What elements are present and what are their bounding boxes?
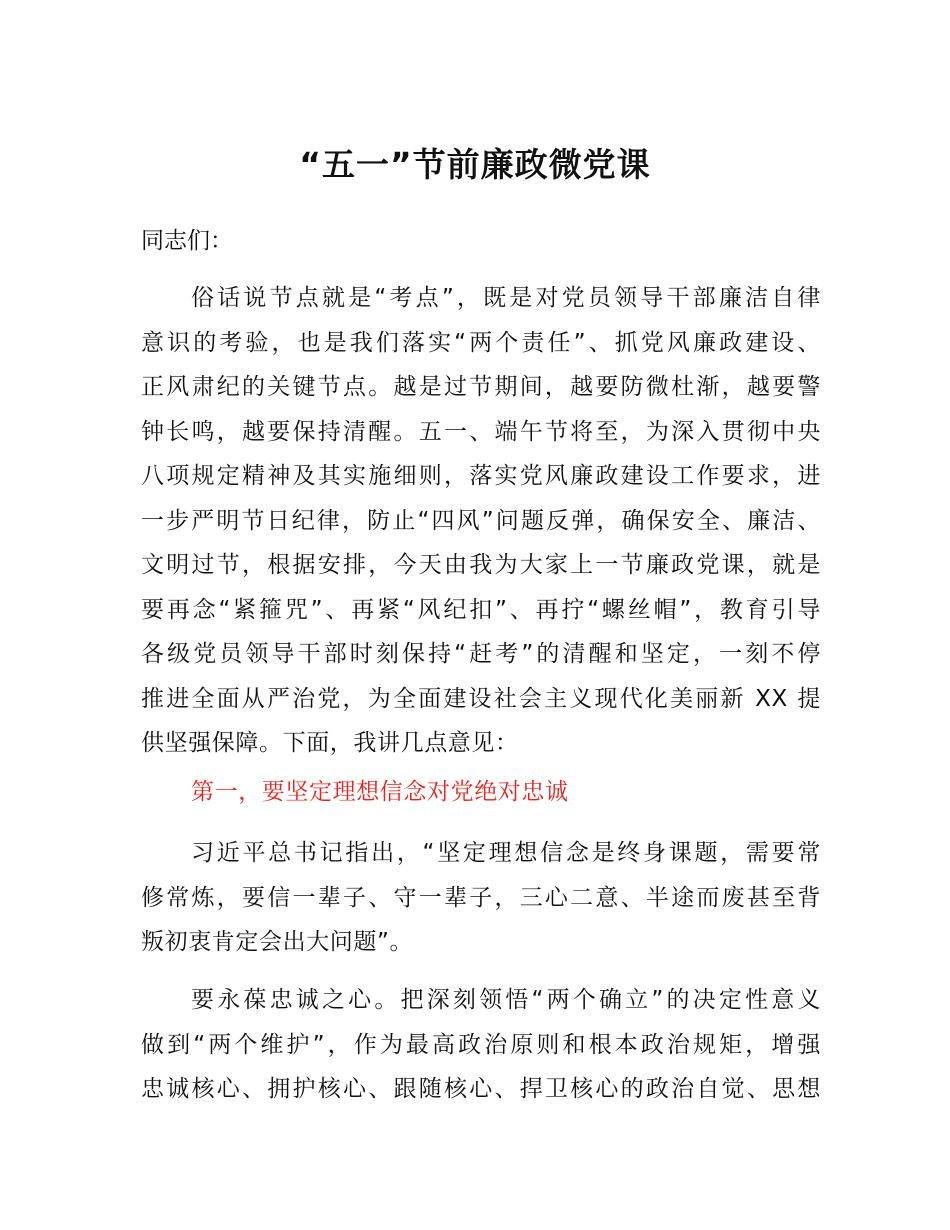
paragraph-quote: [141, 831, 821, 965]
paragraph-line: 修常炼，要信一辈子、守一辈子，三心二意、半途而废甚至背: [141, 884, 821, 911]
paragraph-line: 俗话说节点就是“考点”，既是对党员领导干部廉洁自律: [191, 285, 821, 311]
paragraph-line: 习近平总书记指出，“坚定理想信念是终身课题，需要常: [191, 840, 821, 866]
paragraph-line: 忠诚核心、拥护核心、跟随核心、捍卫核心的政治自觉、思想: [141, 1076, 821, 1102]
document-title: “五一”节前廉政微党课: [299, 145, 651, 184]
paragraph-line: 八项规定精神及其实施细则，落实党风廉政建设工作要求，进: [141, 463, 821, 489]
greeting: 同志们：: [141, 228, 233, 254]
paragraph-line: 文明过节，根据安排，今天由我为大家上一节廉政党课，就是: [141, 552, 821, 578]
paragraph-line: 推进全面从严治党，为全面建设社会主义现代化美丽新 XX 提: [141, 685, 821, 712]
paragraph-loyalty: [141, 978, 821, 1112]
paragraph-line: 各级党员领导干部时刻保持“赶考”的清醒和坚定，一刻不停: [141, 641, 821, 667]
paragraph-line: 正风肃纪的关键节点。越是过节期间，越要防微杜渐，越要警: [141, 374, 821, 400]
paragraph-line: 做到“两个维护”，作为最高政治原则和根本政治规矩，增强: [141, 1031, 821, 1058]
paragraph-line: 钟长鸣，越要保持清醒。五一、端午节将至，为深入贯彻中央: [141, 418, 821, 445]
paragraph-line: 叛初衷肯定会出大问题”。: [141, 929, 414, 955]
paragraph-line: 供坚强保障。下面，我讲几点意见：: [141, 730, 519, 756]
section-heading: 第一，要坚定理想信念对党绝对忠诚: [191, 779, 569, 805]
paragraph-intro: [141, 276, 821, 766]
paragraph-line: 一步严明节日纪律，防止“四风”问题反弹，确保安全、廉洁、: [141, 507, 821, 534]
paragraph-line: 意识的考验，也是我们落实“两个责任”、抓党风廉政建设、: [141, 329, 821, 356]
paragraph-line: 要永葆忠诚之心。把深刻领悟“两个确立”的决定性意义: [191, 987, 821, 1013]
paragraph-line: 要再念“紧箍咒”、再紧“风纪扣”、再拧“螺丝帽”，教育引导: [141, 596, 821, 623]
